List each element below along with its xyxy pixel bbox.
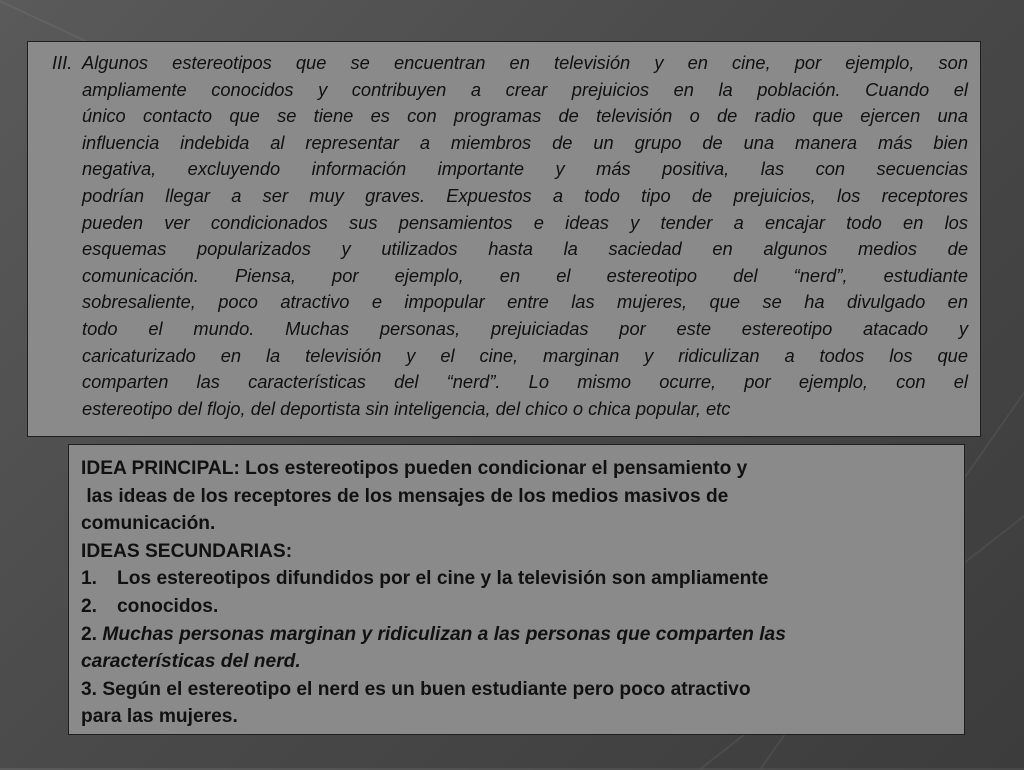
main-idea-line: comunicación.	[81, 513, 216, 535]
paragraph-text	[82, 50, 968, 422]
item-text: conocidos.	[117, 595, 219, 617]
summary-box	[68, 444, 965, 735]
secondary-item	[81, 565, 952, 593]
paragraph-line: esquemas popularizados y utilizados hasta la saciedad en algunos medios de	[82, 238, 968, 260]
paragraph-line: estereotipo del flojo, del deportista sin inteligencia, del chico o chica popular, etc	[82, 397, 731, 419]
secondary-item	[81, 593, 952, 621]
paragraph-line: Algunos estereotipos que se encuentran en televisión y en cine, por ejemplo, son	[82, 52, 968, 73]
paragraph-box	[27, 41, 981, 437]
item-number: 1.	[81, 568, 98, 590]
paragraph-line: sobresaliente, poco atractivo e impopular entre las mujeres, que se ha divulgado en	[82, 291, 968, 313]
paragraph-line: comparten las características del “nerd”. Lo mismo ocurre, por ejemplo, con el	[82, 371, 968, 393]
paragraph-line: caricaturizado en la televisión y el cine, marginan y ridiculizan a todos los que	[82, 344, 968, 366]
paragraph-line: todo el mundo. Muchas personas, prejuiciadas por este estereotipo atacado y	[82, 317, 968, 339]
secondary-item-continued: para las mujeres.	[81, 706, 238, 728]
item-number: 2.	[81, 623, 98, 645]
paragraph-line: pueden ver condicionados sus pensamientos e ideas y tender a encajar todo en los	[82, 211, 968, 233]
item-number: 2.	[81, 595, 98, 617]
paragraph-line: influencia indebida al representar a miembros de un grupo de una manera más bien	[82, 131, 968, 153]
secondary-ideas-heading: IDEAS SECUNDARIAS:	[81, 540, 293, 562]
paragraph-line: negativa, excluyendo información importante y más positiva, las con secuencias	[82, 158, 968, 180]
main-idea-line: IDEA PRINCIPAL: Los estereotipos pueden condicionar el pensamiento y	[81, 458, 748, 479]
main-idea-line: las ideas de los receptores de los mensajes de los medios masivos de	[81, 485, 729, 507]
item-text: Muchas personas marginan y ridiculizan a las personas que comparten las	[102, 623, 786, 645]
paragraph-number: III.	[52, 52, 73, 73]
secondary-item-continued: características del nerd.	[81, 651, 301, 673]
item-text: Los estereotipos difundidos por el cine y la televisión son ampliamente	[117, 568, 769, 590]
paragraph-line: comunicación. Piensa, por ejemplo, en el estereotipo del “nerd”, estudiante	[82, 264, 968, 286]
paragraph-line: ampliamente conocidos y contribuyen a crear prejuicios en la población. Cuando el	[82, 78, 968, 100]
secondary-item	[81, 621, 952, 649]
secondary-item: 3. Según el estereotipo el nerd es un buen estudiante pero poco atractivo	[81, 678, 751, 700]
paragraph-line: podrían llegar a ser muy graves. Expuestos a todo tipo de prejuicios, los receptores	[82, 184, 968, 206]
paragraph-line: único contacto que se tiene es con programas de televisión o de radio que ejercen una	[82, 105, 968, 127]
